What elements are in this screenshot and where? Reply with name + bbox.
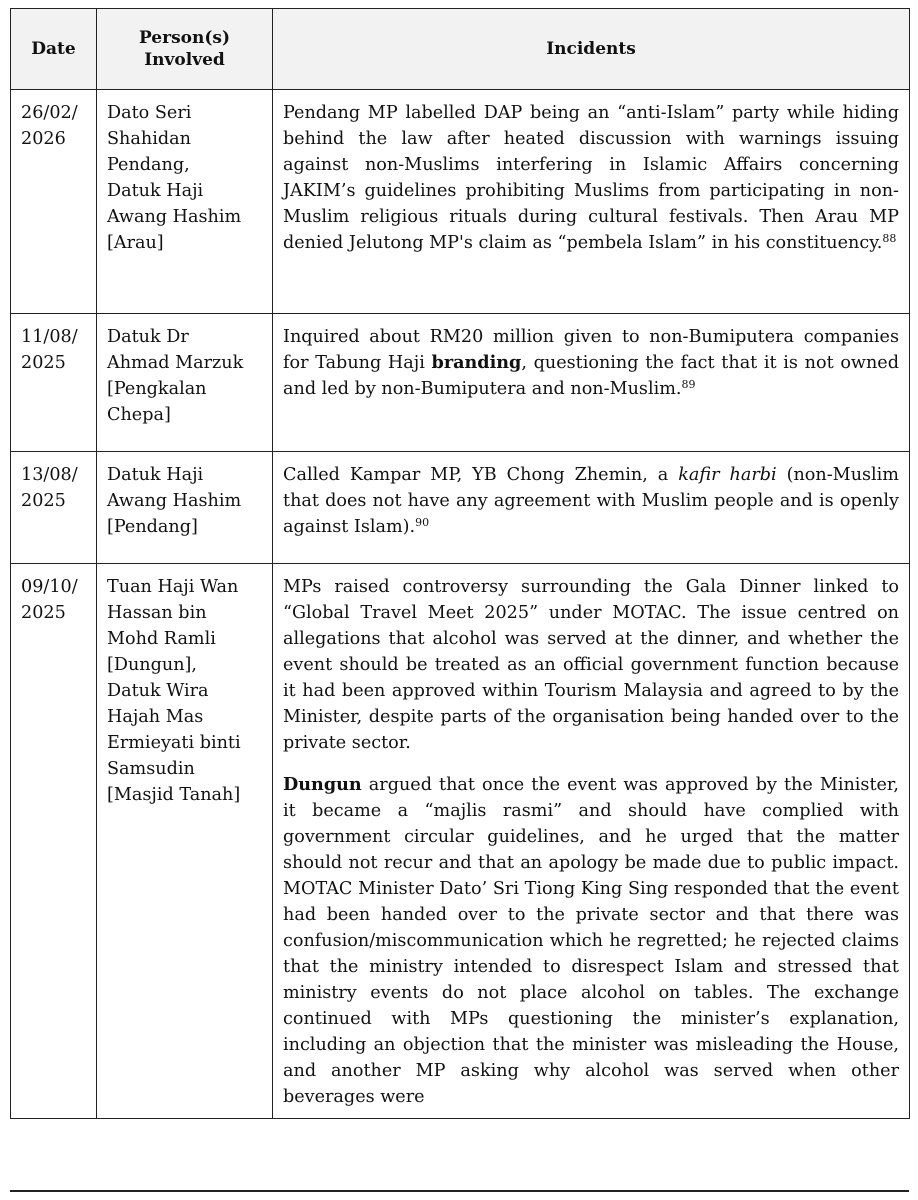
person-line: Awang Hashim — [107, 491, 242, 511]
incident-paragraph — [283, 772, 899, 1110]
person-line: Datuk Haji — [107, 181, 204, 201]
table-row — [11, 452, 910, 564]
date-year: 2026 — [21, 129, 66, 149]
date-cell — [11, 564, 97, 1119]
incident-text: Pendang MP labelled DAP being an “anti-Islam” party while hiding behind the law after heated discussion with warnings issuing against non-Muslims interfering in Islamic Affairs concerning JAKIM’s guidelines prohibiting Muslims from participating in non-Muslim religious rituals during cultural festivals. Then Arau MP denied Jelutong MP's claim as “pembela Islam” in his constituency. — [283, 103, 899, 253]
person-line: [Dungun], — [107, 655, 198, 675]
incident-bold-term: Dungun — [283, 774, 362, 795]
table-bottom-border — [10, 1190, 909, 1192]
date-cell — [11, 90, 97, 314]
person-line: [Arau] — [107, 233, 164, 253]
date-cell — [11, 452, 97, 564]
incident-paragraph: MPs raised controversy surrounding the Gala Dinner linked to “Global Travel Meet 2025” under MOTAC. The issue centred on allegations that alcohol was served at the dinner, and whether the event should be treated as an official government function because it had been approved within Tourism Malaysia and agreed to by the Minister, despite parts of the organisation being handed over to the private sector. — [283, 577, 899, 753]
header-date: Date — [11, 9, 97, 90]
incident-paragraph — [283, 324, 899, 402]
table-row — [11, 314, 910, 452]
person-line: Ermieyati binti — [107, 733, 241, 753]
person-line: Hajah Mas — [107, 707, 204, 727]
date-part: 26/02/ — [21, 103, 78, 123]
incident-text: Inquired about RM20 million given to non-Bumiputera companies for Tabung Haji — [283, 327, 899, 373]
incident-cell — [273, 564, 910, 1119]
person-line: [Pendang] — [107, 517, 198, 537]
incident-text: argued that once the event was approved by the Minister, it became a “majlis rasmi” and should have complied with government circular guidelines, and he urged that the matter should not recur and that an apology be made due to public impact. MOTAC Minister Dato’ Sri Tiong King Sing responded that the event had been handed over to the private sector and that there was confusion/miscommunication which he regretted; he rejected claims that the ministry intended to disrespect Islam and stressed that ministry events do not place alcohol on tables. The exchange continued with MPs questioning the minister’s explanation, including an objection that the minister was misleading the House, and another MP asking why alcohol was served when other beverages were — [283, 775, 899, 1107]
incident-cell — [273, 314, 910, 452]
persons-cell — [97, 314, 273, 452]
incident-paragraph — [283, 462, 899, 540]
incident-cell — [273, 90, 910, 314]
person-line: Datuk Dr — [107, 327, 189, 347]
date-year: 2025 — [21, 603, 66, 623]
date-part: 09/10/ — [21, 577, 78, 597]
person-line: Awang Hashim — [107, 207, 242, 227]
footnote-ref[interactable]: 89 — [681, 378, 696, 391]
person-line: Dato Seri — [107, 103, 192, 123]
person-line: Mohd Ramli — [107, 629, 216, 649]
incidents-table — [10, 8, 910, 1119]
date-cell — [11, 314, 97, 452]
person-line: Ahmad Marzuk — [107, 353, 244, 373]
incident-text: (non-Muslim that does not have any agreement with Muslim people and is openly against Islam). — [283, 465, 899, 537]
header-persons-line1: Person(s) — [138, 28, 231, 48]
incident-italic-term: kafir harbi — [678, 465, 777, 485]
date-part: 11/08/ — [21, 327, 78, 347]
date-year: 2025 — [21, 353, 66, 373]
date-year: 2025 — [21, 491, 66, 511]
person-line: Datuk Haji — [107, 465, 204, 485]
incident-text: , questioning the fact that it is not owned and led by non-Bumiputera and non-Muslim. — [283, 353, 899, 399]
persons-cell — [97, 90, 273, 314]
table-row — [11, 564, 910, 1119]
table-row — [11, 90, 910, 314]
person-line: Shahidan — [107, 129, 191, 149]
person-line: Samsudin — [107, 759, 195, 779]
incident-text: Called Kampar MP, YB Chong Zhemin, a — [283, 465, 679, 485]
page-bottom-margin — [0, 1192, 918, 1200]
header-persons — [97, 9, 273, 90]
person-line: Datuk Wira — [107, 681, 209, 701]
date-part: 13/08/ — [21, 465, 78, 485]
footnote-ref[interactable]: 88 — [882, 232, 897, 245]
footnote-ref[interactable]: 90 — [415, 516, 430, 529]
table-header-row — [11, 9, 910, 90]
incident-bold-term: branding — [431, 352, 522, 373]
person-line: [Pengkalan — [107, 379, 207, 399]
person-line: Tuan Haji Wan — [107, 577, 239, 597]
person-line: Chepa] — [107, 405, 171, 425]
incident-paragraph — [283, 100, 899, 256]
incident-cell — [273, 452, 910, 564]
persons-cell — [97, 452, 273, 564]
person-line: Pendang, — [107, 155, 190, 175]
person-line: [Masjid Tanah] — [107, 785, 241, 805]
person-line: Hassan bin — [107, 603, 207, 623]
header-incidents: Incidents — [273, 9, 910, 90]
header-persons-line2: Involved — [144, 50, 225, 70]
persons-cell — [97, 564, 273, 1119]
